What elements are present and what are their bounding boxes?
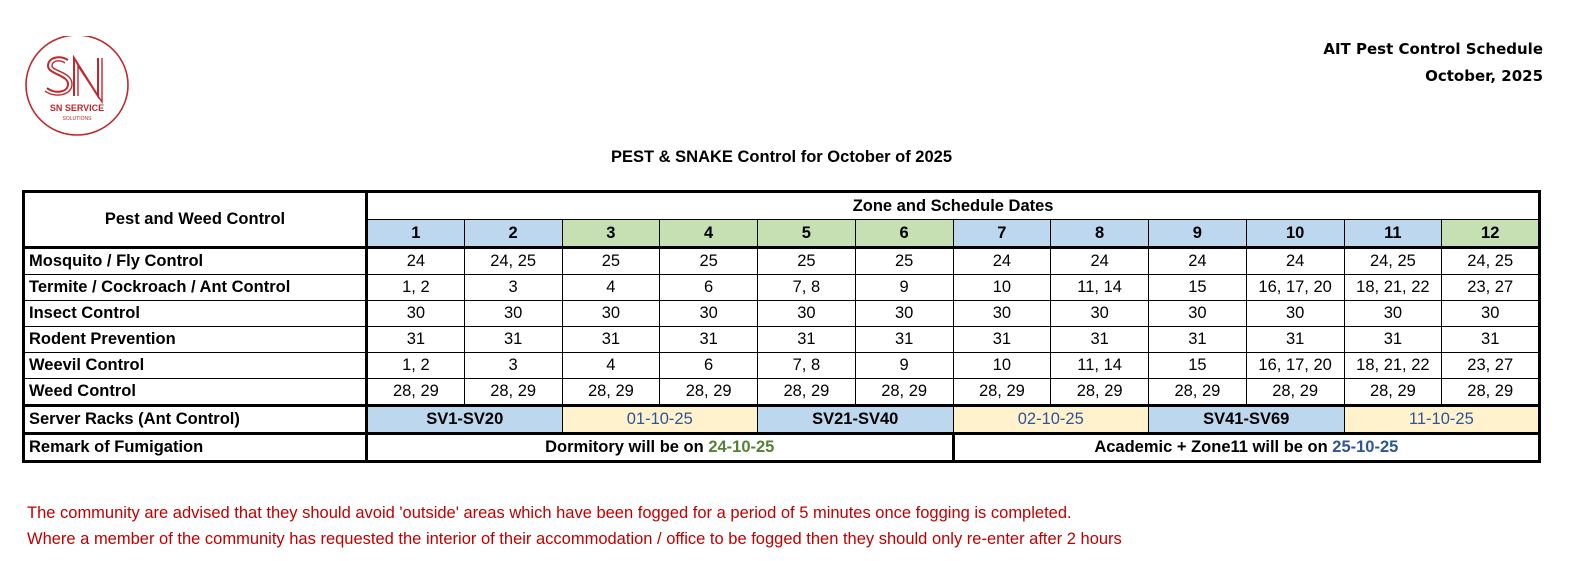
schedule-cell: 30	[953, 301, 1051, 327]
server-range-1: SV1-SV20	[367, 406, 563, 434]
advisory-note: Where a member of the community has requested the interior of their accommodation / office to be fogged then they should only re-enter after 2 hours	[27, 530, 1122, 548]
server-date-1: 01-10-25	[562, 406, 758, 434]
schedule-cell: 28, 29	[758, 379, 856, 406]
schedule-cell: 28, 29	[1051, 379, 1149, 406]
row-label: Insect Control	[24, 301, 367, 327]
table-row	[24, 248, 1540, 275]
schedule-cell: 30	[562, 301, 660, 327]
schedule-cell: 31	[1442, 327, 1540, 353]
zone-number-header: 11	[1344, 220, 1442, 248]
schedule-cell: 28, 29	[855, 379, 953, 406]
schedule-cell: 30	[758, 301, 856, 327]
schedule-cell: 25	[758, 248, 856, 275]
fumigation-dormitory-date: 24-10-25	[708, 438, 775, 456]
table-row	[24, 327, 1540, 353]
schedule-cell: 24	[1051, 248, 1149, 275]
zone-number-header: 1	[367, 220, 465, 248]
fumigation-academic-date: 25-10-25	[1332, 438, 1399, 456]
logo-line2: SOLUTIONS	[62, 116, 92, 122]
server-date-2: 02-10-25	[953, 406, 1149, 434]
header-month: October, 2025	[1425, 67, 1543, 85]
schedule-cell: 25	[562, 248, 660, 275]
schedule-cell: 30	[1344, 301, 1442, 327]
schedule-cell: 30	[1051, 301, 1149, 327]
schedule-cell: 7, 8	[758, 353, 856, 379]
schedule-cell: 28, 29	[1149, 379, 1247, 406]
schedule-cell: 25	[660, 248, 758, 275]
schedule-cell: 31	[855, 327, 953, 353]
schedule-cell: 30	[464, 301, 562, 327]
zone-number-header: 10	[1246, 220, 1344, 248]
server-date-3: 11-10-25	[1344, 406, 1540, 434]
schedule-cell: 30	[1442, 301, 1540, 327]
schedule-cell: 10	[953, 353, 1051, 379]
schedule-cell: 31	[367, 327, 465, 353]
advisory-note: The community are advised that they should avoid 'outside' areas which have been fogged for a period of 5 minutes once fogging is completed.	[27, 504, 1072, 522]
schedule-cell: 11, 14	[1051, 353, 1149, 379]
fumigation-dormitory	[367, 434, 954, 462]
table-row	[24, 353, 1540, 379]
schedule-cell: 31	[1149, 327, 1247, 353]
zone-number-header: 5	[758, 220, 856, 248]
fumigation-dormitory-text: Dormitory will be on	[545, 438, 709, 456]
schedule-cell: 1, 2	[367, 353, 465, 379]
schedule-cell: 24, 25	[464, 248, 562, 275]
schedule-cell: 23, 27	[1442, 353, 1540, 379]
schedule-cell: 11, 14	[1051, 275, 1149, 301]
zone-number-header: 2	[464, 220, 562, 248]
company-logo	[24, 36, 130, 136]
header-title: AIT Pest Control Schedule	[1323, 40, 1543, 58]
row-label: Weed Control	[24, 379, 367, 406]
schedule-cell: 30	[1149, 301, 1247, 327]
row-label: Server Racks (Ant Control)	[24, 406, 367, 434]
document-title: PEST & SNAKE Control for October of 2025	[610, 148, 953, 166]
advisory-notes	[27, 500, 1122, 552]
schedule-cell: 31	[1344, 327, 1442, 353]
zone-number-header: 4	[660, 220, 758, 248]
schedule-cell: 15	[1149, 353, 1247, 379]
schedule-cell: 31	[758, 327, 856, 353]
row-label: Remark of Fumigation	[24, 434, 367, 462]
schedule-cell: 6	[660, 353, 758, 379]
schedule-cell: 30	[1246, 301, 1344, 327]
row-label: Mosquito / Fly Control	[24, 248, 367, 275]
table-row	[24, 275, 1540, 301]
schedule-cell: 24	[953, 248, 1051, 275]
fumigation-row	[24, 434, 1540, 462]
server-range-3: SV41-SV69	[1149, 406, 1345, 434]
zone-number-header: 8	[1051, 220, 1149, 248]
schedule-cell: 28, 29	[562, 379, 660, 406]
schedule-cell: 18, 21, 22	[1344, 275, 1442, 301]
row-label: Weevil Control	[24, 353, 367, 379]
schedule-cell: 15	[1149, 275, 1247, 301]
server-range-2: SV21-SV40	[758, 406, 954, 434]
schedule-cell: 30	[367, 301, 465, 327]
schedule-cell: 23, 27	[1442, 275, 1540, 301]
zone-number-header: 9	[1149, 220, 1247, 248]
fumigation-academic-text: Academic + Zone11 will be on	[1094, 438, 1333, 456]
zone-header: Zone and Schedule Dates	[367, 192, 1540, 220]
schedule-cell: 30	[660, 301, 758, 327]
schedule-cell: 28, 29	[1246, 379, 1344, 406]
table-row	[24, 379, 1540, 406]
schedule-cell: 24, 25	[1442, 248, 1540, 275]
schedule-header	[1323, 36, 1543, 90]
schedule-cell: 31	[1051, 327, 1149, 353]
corner-label: Pest and Weed Control	[24, 192, 367, 248]
schedule-cell: 24, 25	[1344, 248, 1442, 275]
zone-number-header: 6	[855, 220, 953, 248]
schedule-table	[22, 190, 1541, 463]
fumigation-academic	[953, 434, 1540, 462]
schedule-cell: 24	[1246, 248, 1344, 275]
schedule-cell: 4	[562, 353, 660, 379]
schedule-cell: 18, 21, 22	[1344, 353, 1442, 379]
schedule-cell: 6	[660, 275, 758, 301]
row-label: Rodent Prevention	[24, 327, 367, 353]
zone-number-header: 3	[562, 220, 660, 248]
schedule-cell: 9	[855, 275, 953, 301]
schedule-cell: 30	[855, 301, 953, 327]
schedule-cell: 31	[562, 327, 660, 353]
schedule-cell: 28, 29	[464, 379, 562, 406]
schedule-cell: 28, 29	[660, 379, 758, 406]
schedule-cell: 10	[953, 275, 1051, 301]
schedule-cell: 31	[464, 327, 562, 353]
schedule-cell: 25	[855, 248, 953, 275]
schedule-cell: 31	[953, 327, 1051, 353]
schedule-cell: 31	[660, 327, 758, 353]
schedule-cell: 16, 17, 20	[1246, 353, 1344, 379]
zone-number-header: 7	[953, 220, 1051, 248]
schedule-cell: 3	[464, 275, 562, 301]
table-row	[24, 301, 1540, 327]
schedule-cell: 24	[1149, 248, 1247, 275]
schedule-cell: 28, 29	[953, 379, 1051, 406]
schedule-cell: 3	[464, 353, 562, 379]
schedule-cell: 24	[367, 248, 465, 275]
schedule-cell: 28, 29	[367, 379, 465, 406]
schedule-cell: 16, 17, 20	[1246, 275, 1344, 301]
schedule-cell: 28, 29	[1442, 379, 1540, 406]
server-racks-row	[24, 406, 1540, 434]
logo-line1: SN SERVICE	[49, 103, 105, 113]
row-label: Termite / Cockroach / Ant Control	[24, 275, 367, 301]
table-header-row	[24, 192, 1540, 220]
schedule-cell: 28, 29	[1344, 379, 1442, 406]
schedule-cell: 9	[855, 353, 953, 379]
zone-number-header: 12	[1442, 220, 1540, 248]
schedule-cell: 1, 2	[367, 275, 465, 301]
schedule-cell: 7, 8	[758, 275, 856, 301]
schedule-cell: 31	[1246, 327, 1344, 353]
schedule-cell: 4	[562, 275, 660, 301]
